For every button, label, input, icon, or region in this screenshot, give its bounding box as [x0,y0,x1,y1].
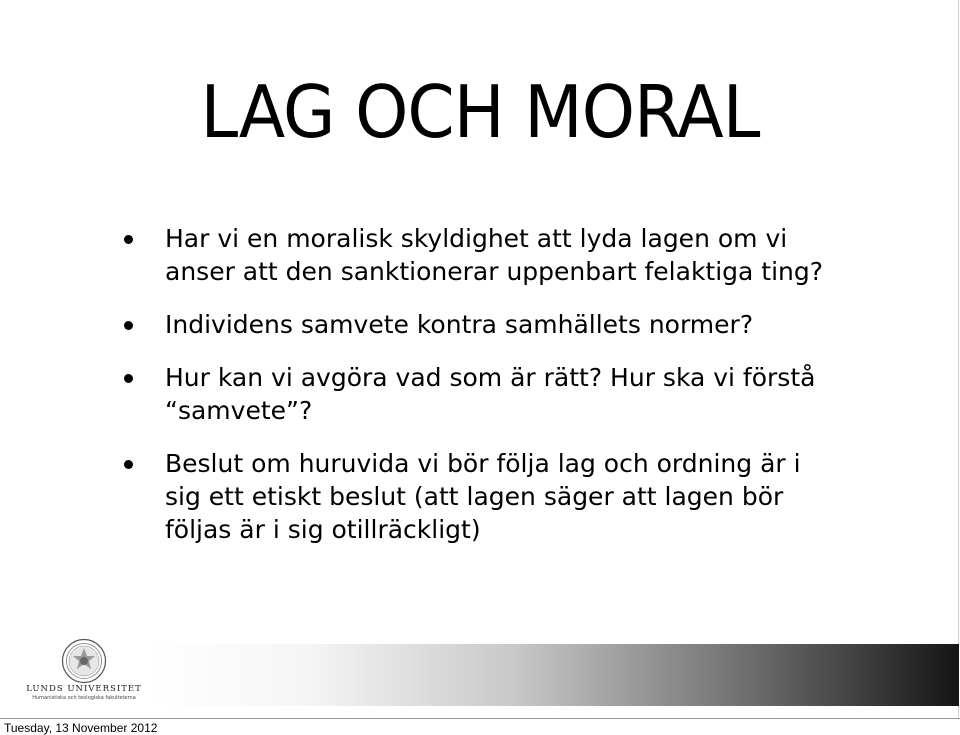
university-logo [20,638,148,708]
bullet-list [120,222,840,566]
footer-gradient-band [147,644,959,706]
print-footer [0,718,960,735]
faculty-name: Humanistiska och teologiska fakulteterna [32,695,136,701]
slide-title: LAG OCH MORAL [200,70,760,154]
bullet-item: Hur kan vi avgöra vad som är rätt? Hur ska vi förstå “samvete”? [120,361,840,427]
university-seal-icon [61,638,107,684]
university-name: LUNDS UNIVERSITET [26,684,142,694]
slide [2,0,959,718]
footer-date: Tuesday, 13 November 2012 [4,721,158,735]
bullet-item: Har vi en moralisk skyldighet att lyda lagen om vi anser att den sanktionerar uppenbart felaktiga ting? [120,222,840,288]
bullet-item: Beslut om huruvida vi bör följa lag och ordning är i sig ett etiskt beslut (att lagen säger att lagen bör följas är i sig otillräckligt) [120,447,840,546]
bullet-item: Individens samvete kontra samhällets normer? [120,308,840,341]
